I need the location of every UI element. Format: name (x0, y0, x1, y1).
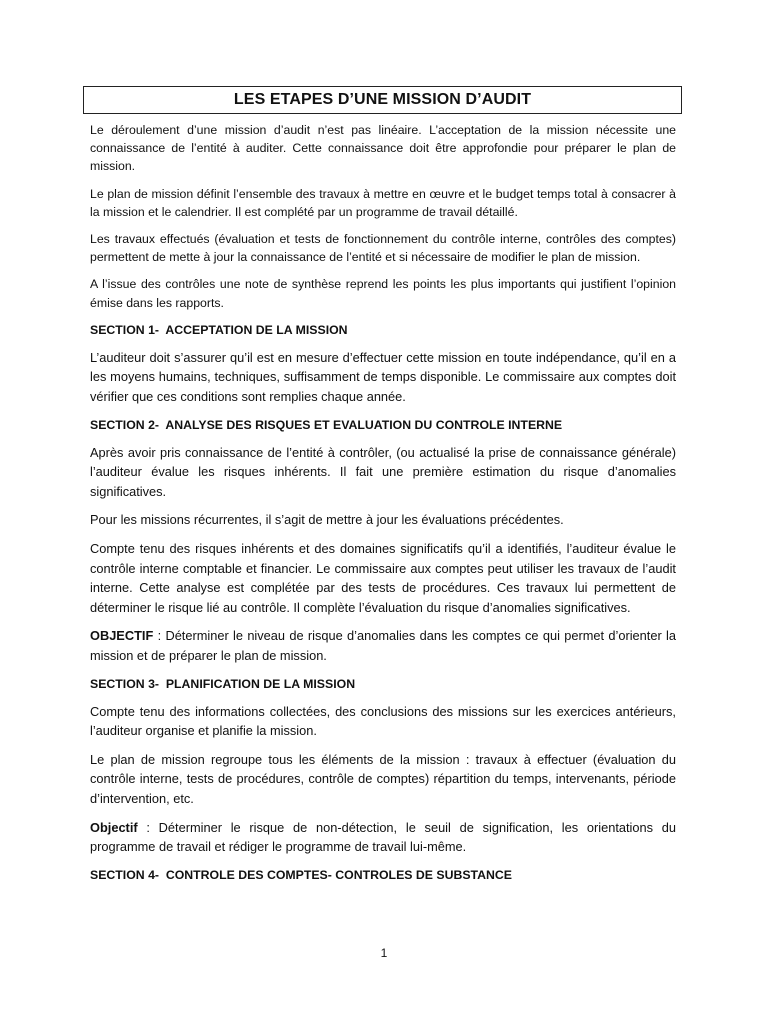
section-2-paragraph: Pour les missions récurrentes, il s’agit de mettre à jour les évaluations précédentes. (90, 512, 564, 528)
intro-paragraph: Le plan de mission définit l’ensemble des travaux à mettre en œuvre et le budget temps total à consacrer à la mission et le calendrier. Il est complété par un programme de travail détaillé. (90, 186, 676, 219)
section-2-paragraph: Compte tenu des risques inhérents et des domaines significatifs qu’il a identifiés, l’auditeur évalue le contrôle interne comptable et financier. Le commissaire aux comptes peut utiliser les travaux de l’audit interne. Cette analyse est complétée par des tests de procédures. Ces travaux lui permettent de déterminer le risque lié au contrôle. Il complète l’évaluation du risque d’anomalies significatives. (90, 540, 676, 615)
section-3-paragraph: Le plan de mission regroupe tous les éléments de la mission : travaux à effectuer (évaluation du contrôle interne, tests de procédures, contrôle de comptes) répartition du temps, intervenants, période d’intervention, etc. (90, 751, 676, 806)
section-3-paragraph: Compte tenu des informations collectées, des conclusions des missions sur les exercices antérieurs, l’auditeur organise et planifie la mission. (90, 703, 676, 739)
intro-paragraph: Les travaux effectués (évaluation et tests de fonctionnement du contrôle interne, contrôles des comptes) permettent de mette à jour la connaissance de l’entité et si nécessaire de modifier le plan de mission. (90, 232, 676, 265)
section-1-paragraph: L’auditeur doit s’assurer qu’il est en mesure d’effectuer cette mission en toute indépendance, qu’il en a les moyens humains, techniques, suffisamment de temps disponible. Le commissaire aux comptes doit vérifier que ces conditions sont remplies chaque année. (90, 349, 676, 405)
intro-paragraph: Le déroulement d’une mission d’audit n’est pas linéaire. L’acceptation de la mission nécessite une connaissance de l’entité à auditer. Cette connaissance doit être approfondie pour préparer le plan de mission. (90, 123, 676, 174)
intro-paragraph: A l’issue des contrôles une note de synthèse reprend les points les plus importants qui justifient l’opinion émise dans les rapports. (90, 277, 676, 310)
section-2-paragraph: Après avoir pris connaissance de l’entité à contrôler, (ou actualisé la prise de connaissance générale) l’auditeur évalue les risques inhérents. Il fait une première estimation du risque d’anomalies significatives. (90, 444, 676, 499)
section-3-objective-text: : Déterminer le risque de non-détection, le seuil de signification, les orientations du programme de travail et rédiger le programme de travail lui-même. (90, 819, 676, 855)
section-3-objective-label: Objectif (90, 819, 138, 835)
document-body (90, 121, 676, 893)
section-2-objective-label: OBJECTIF (90, 628, 154, 644)
section-2-objective (90, 626, 676, 665)
section-2-objective-text: : Déterminer le niveau de risque d’anomalies dans les comptes ce qui permet d’orienter la mission et de préparer le plan de mission. (90, 628, 676, 663)
title-box (83, 86, 682, 114)
section-3-heading: SECTION 3- PLANIFICATION DE LA MISSION (90, 676, 356, 691)
section-3-objective (90, 818, 676, 857)
document-title: LES ETAPES D’UNE MISSION D’AUDIT (233, 91, 532, 108)
section-4-heading: SECTION 4- CONTROLE DES COMPTES- CONTROLES DE SUBSTANCE (90, 867, 512, 882)
section-2-heading: SECTION 2- ANALYSE DES RISQUES ET EVALUATION DU CONTROLE INTERNE (90, 417, 563, 432)
section-1-heading: SECTION 1- ACCEPTATION DE LA MISSION (90, 322, 348, 337)
page-number: 1 (380, 946, 388, 960)
